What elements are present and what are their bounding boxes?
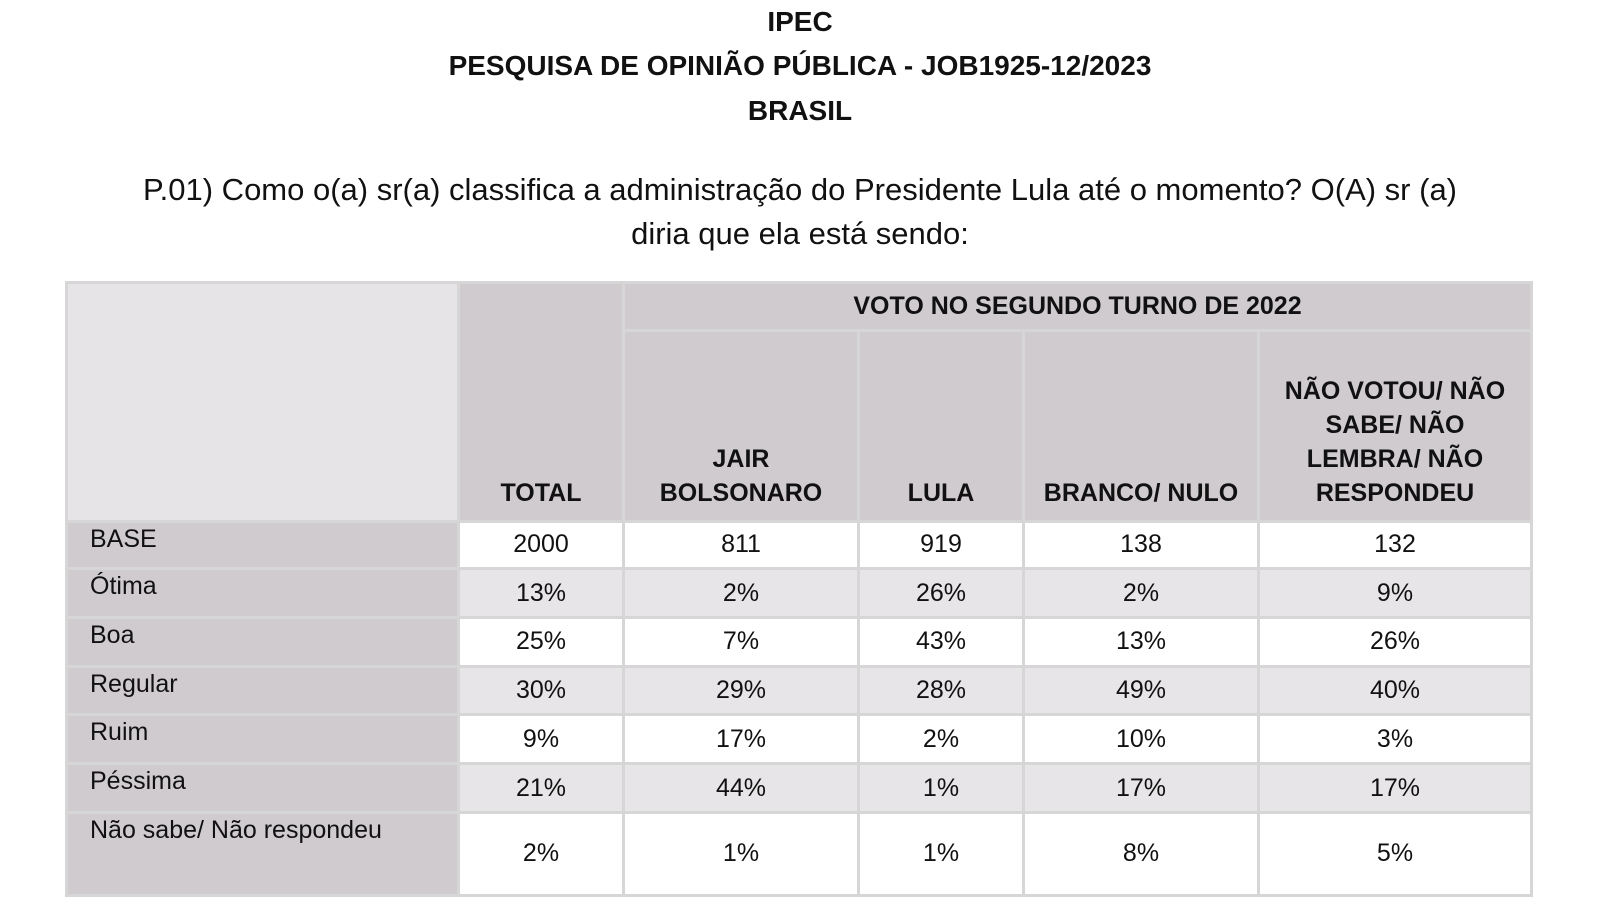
table-cell: 17% [624,715,859,764]
table-cell: 40% [1259,666,1532,715]
table-cell: 17% [1259,764,1532,813]
row-label: Boa [67,617,459,666]
row-label: Ruim [67,715,459,764]
table-row [67,666,1532,715]
row-label: Ótima [67,569,459,618]
table-row [67,521,1532,569]
table-cell: 29% [624,666,859,715]
table-cell: 1% [859,764,1024,813]
table-cell: 2000 [459,521,624,569]
row-label: Péssima [67,764,459,813]
table-cell: 138 [1024,521,1259,569]
table-cell: 17% [1024,764,1259,813]
table-cell: 132 [1259,521,1532,569]
corner-cell [67,283,459,522]
table-cell: 13% [1024,617,1259,666]
table-row [67,617,1532,666]
table-cell: 13% [459,569,624,618]
table-cell: 26% [859,569,1024,618]
table-cell: 811 [624,521,859,569]
table-cell: 2% [1024,569,1259,618]
table-cell: 21% [459,764,624,813]
table-row [67,764,1532,813]
row-label: BASE [67,521,459,569]
table-cell: 49% [1024,666,1259,715]
table-cell: 919 [859,521,1024,569]
row-label: Não sabe/ Não respondeu [67,812,459,895]
header-row-group [67,283,1532,331]
column-header-total: TOTAL [459,283,624,522]
table-cell: 9% [459,715,624,764]
table-cell: 28% [859,666,1024,715]
table-cell: 2% [624,569,859,618]
row-label: Regular [67,666,459,715]
table-cell: 7% [624,617,859,666]
table-cell: 25% [459,617,624,666]
column-header-nao-votou: NÃO VOTOU/ NÃO SABE/ NÃO LEMBRA/ NÃO RESPONDEU [1259,330,1532,521]
column-header-lula: LULA [859,330,1024,521]
table-cell: 43% [859,617,1024,666]
results-table [65,281,1533,897]
table-cell: 10% [1024,715,1259,764]
survey-title: PESQUISA DE OPINIÃO PÚBLICA - JOB1925-12/2023 [448,50,1152,81]
table-row [67,812,1532,895]
table-cell: 1% [859,812,1024,895]
org-title: IPEC [767,6,833,37]
table-cell: 30% [459,666,624,715]
column-header-branco-nulo: BRANCO/ NULO [1024,330,1259,521]
question-text: P.01) Como o(a) sr(a) classifica a administração do Presidente Lula até o momento? O(A) sr (a) diria que ela está sendo: [142,172,1458,251]
table-cell: 8% [1024,812,1259,895]
table-row [67,569,1532,618]
table-cell: 44% [624,764,859,813]
table-cell: 2% [859,715,1024,764]
group-header-vote: VOTO NO SEGUNDO TURNO DE 2022 [624,283,1532,331]
table-cell: 3% [1259,715,1532,764]
table-cell: 1% [624,812,859,895]
column-header-bolsonaro: JAIR BOLSONARO [624,330,859,521]
table-cell: 9% [1259,569,1532,618]
table-cell: 26% [1259,617,1532,666]
table-row [67,715,1532,764]
region-title: BRASIL [747,95,853,126]
table-cell: 2% [459,812,624,895]
table-cell: 5% [1259,812,1532,895]
